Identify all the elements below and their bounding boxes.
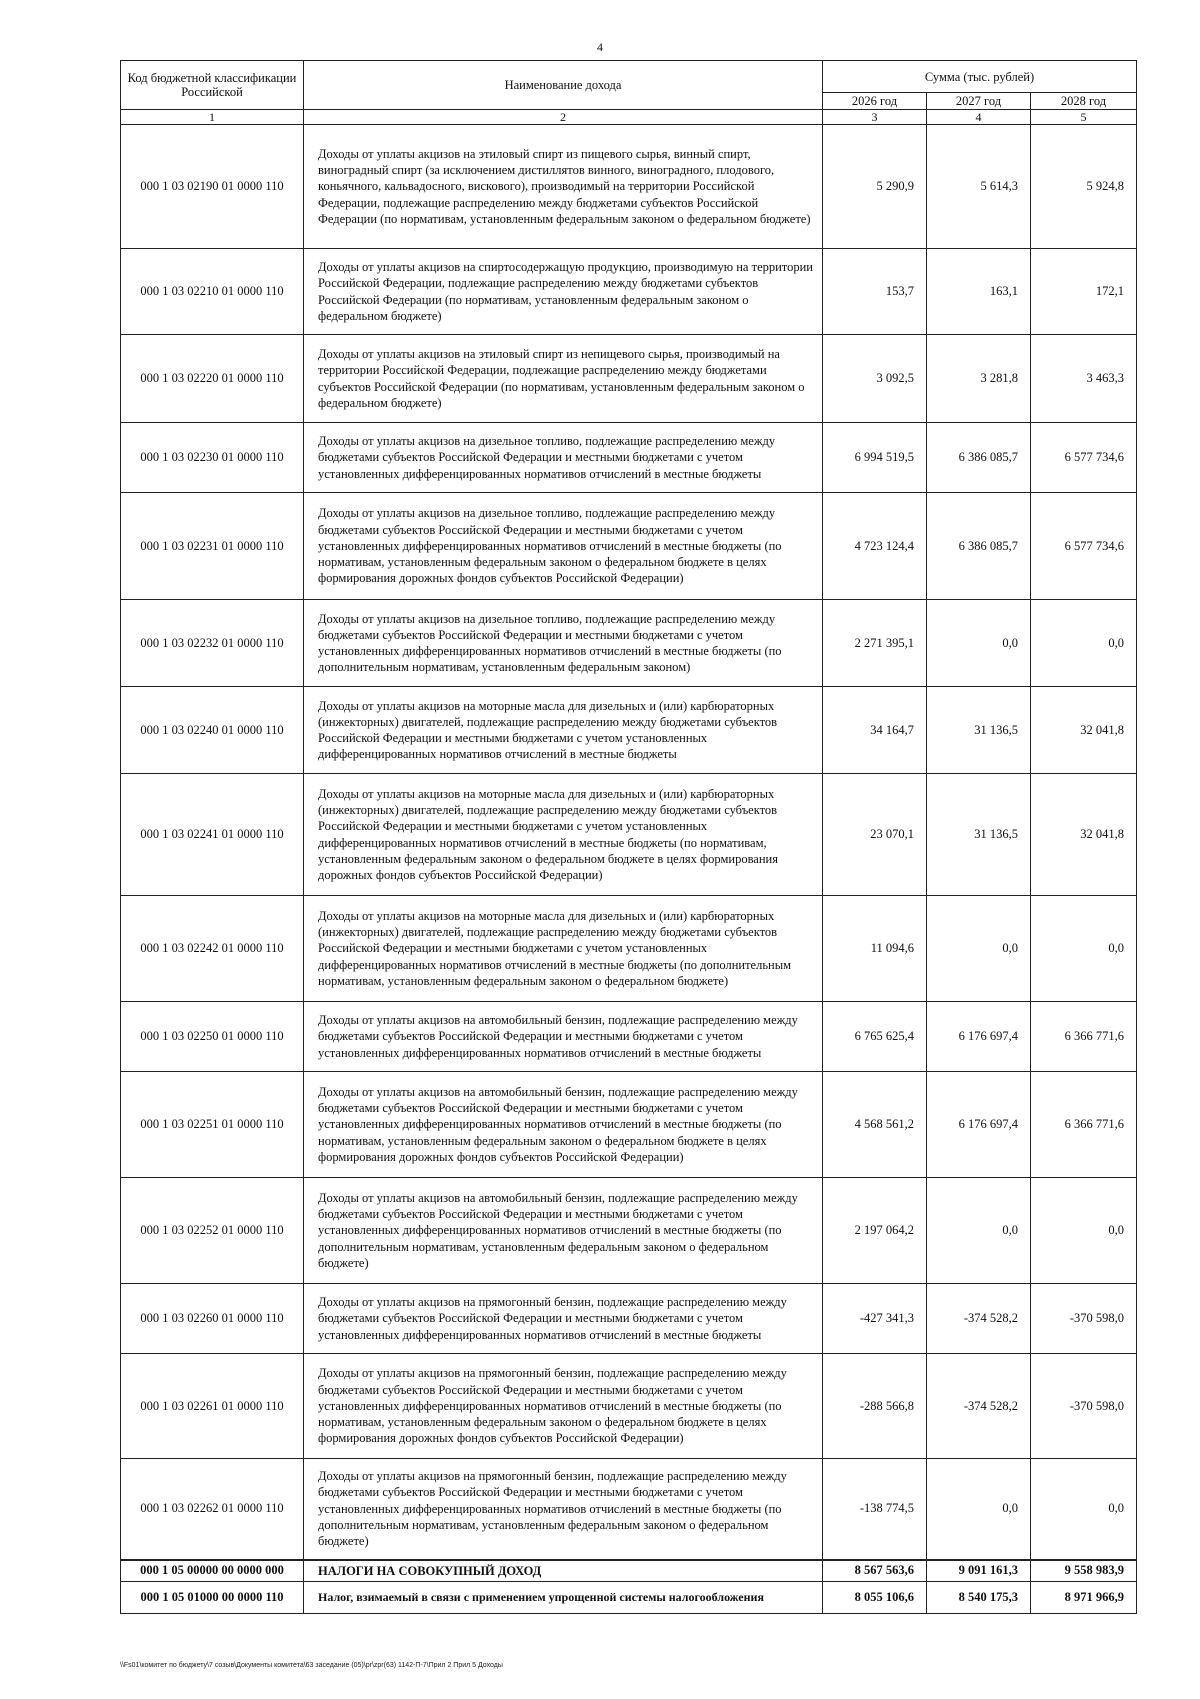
row-value-2027: 6 176 697,4 bbox=[927, 1072, 1031, 1178]
row-value-2027: 6 386 085,7 bbox=[927, 493, 1031, 600]
row-code: 000 1 03 02260 01 0000 110 bbox=[121, 1284, 304, 1354]
row-value-2028: 6 577 734,6 bbox=[1031, 423, 1137, 493]
row-value-2026: 23 070,1 bbox=[823, 774, 927, 896]
row-value-2027: 3 281,8 bbox=[927, 335, 1031, 423]
table-row bbox=[121, 493, 1137, 600]
row-code: 000 1 03 02220 01 0000 110 bbox=[121, 335, 304, 423]
row-value-2027: 163,1 bbox=[927, 249, 1031, 335]
row-code: 000 1 03 02190 01 0000 110 bbox=[121, 125, 304, 249]
row-value-2028: 6 366 771,6 bbox=[1031, 1072, 1137, 1178]
row-value-2027: 8 540 175,3 bbox=[927, 1581, 1031, 1613]
header-num-3: 3 bbox=[823, 110, 927, 125]
row-value-2027: 0,0 bbox=[927, 1459, 1031, 1560]
row-value-2027: 0,0 bbox=[927, 896, 1031, 1002]
row-value-2026: -288 566,8 bbox=[823, 1354, 927, 1459]
table-row bbox=[121, 1072, 1137, 1178]
table-row bbox=[121, 249, 1137, 335]
row-value-2027: -374 528,2 bbox=[927, 1354, 1031, 1459]
row-name: Доходы от уплаты акцизов на автомобильный бензин, подлежащие распределению между бюджетами субъектов Российской Федерации и местными бюджетами с учетом установленных дифференцированных нормативов отчислений в местные бюджеты (по дополнительным нормативам, установленным федеральным законом о федеральном бюджете) bbox=[304, 1178, 823, 1284]
row-name: Доходы от уплаты акцизов на спиртосодержащую продукцию, производимую на территории Российской Федерации, подлежащие распределению между бюджетами субъектов Российской Федерации (по нормативам, установленным федеральным законом о федеральном бюджете) bbox=[304, 249, 823, 335]
row-code: 000 1 03 02231 01 0000 110 bbox=[121, 493, 304, 600]
table-row bbox=[121, 774, 1137, 896]
table-row bbox=[121, 423, 1137, 493]
row-code: 000 1 03 02240 01 0000 110 bbox=[121, 687, 304, 774]
row-value-2027: 6 176 697,4 bbox=[927, 1002, 1031, 1072]
row-code: 000 1 03 02252 01 0000 110 bbox=[121, 1178, 304, 1284]
row-value-2028: 32 041,8 bbox=[1031, 774, 1137, 896]
row-value-2028: 172,1 bbox=[1031, 249, 1137, 335]
row-name: Доходы от уплаты акцизов на автомобильный бензин, подлежащие распределению между бюджетами субъектов Российской Федерации и местными бюджетами с учетом установленных дифференцированных нормативов отчислений в местные бюджеты bbox=[304, 1002, 823, 1072]
row-name: Доходы от уплаты акцизов на дизельное топливо, подлежащие распределению между бюджетами субъектов Российской Федерации и местными бюджетами с учетом установленных дифференцированных нормативов отчислений в местные бюджеты (по нормативам, установленным федеральным законом о федеральном бюджете в целях формирования дорожных фондов субъектов Российской Федерации) bbox=[304, 493, 823, 600]
row-value-2026: 4 568 561,2 bbox=[823, 1072, 927, 1178]
row-value-2026: 6 994 519,5 bbox=[823, 423, 927, 493]
row-value-2028: 5 924,8 bbox=[1031, 125, 1137, 249]
header-year-2026: 2026 год bbox=[823, 93, 927, 110]
row-name: Доходы от уплаты акцизов на прямогонный бензин, подлежащие распределению между бюджетами субъектов Российской Федерации и местными бюджетами с учетом установленных дифференцированных нормативов отчислений в местные бюджеты bbox=[304, 1284, 823, 1354]
table-row bbox=[121, 687, 1137, 774]
table-row bbox=[121, 1178, 1137, 1284]
row-code: 000 1 03 02261 01 0000 110 bbox=[121, 1354, 304, 1459]
row-name: Доходы от уплаты акцизов на автомобильный бензин, подлежащие распределению между бюджетами субъектов Российской Федерации и местными бюджетами с учетом установленных дифференцированных нормативов отчислений в местные бюджеты (по нормативам, установленным федеральным законом о федеральном бюджете в целях формирования дорожных фондов субъектов Российской Федерации) bbox=[304, 1072, 823, 1178]
row-code: 000 1 03 02250 01 0000 110 bbox=[121, 1002, 304, 1072]
row-value-2026: -138 774,5 bbox=[823, 1459, 927, 1560]
header-num-4: 4 bbox=[927, 110, 1031, 125]
row-value-2026: 2 197 064,2 bbox=[823, 1178, 927, 1284]
row-name: Доходы от уплаты акцизов на дизельное топливо, подлежащие распределению между бюджетами субъектов Российской Федерации и местными бюджетами с учетом установленных дифференцированных нормативов отчислений в местные бюджеты (по дополнительным нормативам, установленным федеральным законом) bbox=[304, 600, 823, 687]
row-value-2026: 3 092,5 bbox=[823, 335, 927, 423]
row-name: Доходы от уплаты акцизов на дизельное топливо, подлежащие распределению между бюджетами субъектов Российской Федерации и местными бюджетами с учетом установленных дифференцированных нормативов отчислений в местные бюджеты bbox=[304, 423, 823, 493]
row-name: НАЛОГИ НА СОВОКУПНЫЙ ДОХОД bbox=[304, 1560, 823, 1582]
row-code: 000 1 03 02242 01 0000 110 bbox=[121, 896, 304, 1002]
row-value-2028: -370 598,0 bbox=[1031, 1354, 1137, 1459]
row-value-2028: 0,0 bbox=[1031, 896, 1137, 1002]
row-name: Доходы от уплаты акцизов на моторные масла для дизельных и (или) карбюраторных (инжекторных) двигателей, подлежащие распределению между бюджетами субъектов Российской Федерации и местными бюджетами с учетом установленных дифференцированных нормативов отчислений в местные бюджеты (по дополнительным нормативам, установленным федеральным законом о федеральном бюджете) bbox=[304, 896, 823, 1002]
header-num-2: 2 bbox=[304, 110, 823, 125]
row-value-2028: 0,0 bbox=[1031, 1178, 1137, 1284]
row-code: 000 1 03 02230 01 0000 110 bbox=[121, 423, 304, 493]
row-value-2026: 6 765 625,4 bbox=[823, 1002, 927, 1072]
header-name: Наименование дохода bbox=[304, 61, 823, 110]
revenue-table bbox=[120, 60, 1137, 1614]
row-value-2027: 5 614,3 bbox=[927, 125, 1031, 249]
row-name: Доходы от уплаты акцизов на этиловый спирт из пищевого сырья, винный спирт, виноградный спирт (за исключением дистиллятов винного, виноградного, плодового, коньячного, кальвадосного, вискового), производимый на территории Российской Федерации, подлежащие распределению между бюджетами субъектов Российской Федерации (по нормативам, установленным федеральным законом о федеральном бюджете) bbox=[304, 125, 823, 249]
header-year-2028: 2028 год bbox=[1031, 93, 1137, 110]
row-code: 000 1 03 02251 01 0000 110 bbox=[121, 1072, 304, 1178]
row-value-2028: 32 041,8 bbox=[1031, 687, 1137, 774]
table-row bbox=[121, 600, 1137, 687]
row-name: Доходы от уплаты акцизов на прямогонный бензин, подлежащие распределению между бюджетами субъектов Российской Федерации и местными бюджетами с учетом установленных дифференцированных нормативов отчислений в местные бюджеты (по дополнительным нормативам, установленным федеральным законом о федеральном бюджете) bbox=[304, 1459, 823, 1560]
table-row bbox=[121, 1459, 1137, 1560]
row-name: Доходы от уплаты акцизов на моторные масла для дизельных и (или) карбюраторных (инжекторных) двигателей, подлежащие распределению между бюджетами субъектов Российской Федерации и местными бюджетами с учетом установленных дифференцированных нормативов отчислений в местные бюджеты (по нормативам, установленным федеральным законом о федеральном бюджете в целях формирования дорожных фондов субъектов Российской Федерации) bbox=[304, 774, 823, 896]
table-row bbox=[121, 1002, 1137, 1072]
table-row bbox=[121, 896, 1137, 1002]
row-value-2027: -374 528,2 bbox=[927, 1284, 1031, 1354]
row-name: Доходы от уплаты акцизов на моторные масла для дизельных и (или) карбюраторных (инжекторных) двигателей, подлежащие распределению между бюджетами субъектов Российской Федерации и местными бюджетами с учетом установленных дифференцированных нормативов отчислений в местные бюджеты bbox=[304, 687, 823, 774]
table-row bbox=[121, 335, 1137, 423]
row-value-2028: 0,0 bbox=[1031, 600, 1137, 687]
row-value-2027: 0,0 bbox=[927, 600, 1031, 687]
row-name: Доходы от уплаты акцизов на прямогонный бензин, подлежащие распределению между бюджетами субъектов Российской Федерации и местными бюджетами с учетом установленных дифференцированных нормативов отчислений в местные бюджеты (по нормативам, установленным федеральным законом о федеральном бюджете в целях формирования дорожных фондов субъектов Российской Федерации) bbox=[304, 1354, 823, 1459]
row-value-2027: 9 091 161,3 bbox=[927, 1560, 1031, 1582]
table-row bbox=[121, 125, 1137, 249]
summary-row-usn bbox=[121, 1581, 1137, 1613]
header-num-5: 5 bbox=[1031, 110, 1137, 125]
row-value-2028: 8 971 966,9 bbox=[1031, 1581, 1137, 1613]
row-value-2026: 153,7 bbox=[823, 249, 927, 335]
row-value-2026: 34 164,7 bbox=[823, 687, 927, 774]
table-row bbox=[121, 1284, 1137, 1354]
row-name: Доходы от уплаты акцизов на этиловый спирт из непищевого сырья, производимый на территории Российской Федерации, подлежащие распределению между бюджетами субъектов Российской Федерации (по нормативам, установленным федеральным законом о федеральном бюджете) bbox=[304, 335, 823, 423]
row-value-2026: 2 271 395,1 bbox=[823, 600, 927, 687]
row-value-2026: 5 290,9 bbox=[823, 125, 927, 249]
row-code: 000 1 05 01000 00 0000 110 bbox=[121, 1581, 304, 1613]
row-value-2026: 8 055 106,6 bbox=[823, 1581, 927, 1613]
header-sum-group: Сумма (тыс. рублей) bbox=[823, 61, 1137, 93]
row-value-2027: 31 136,5 bbox=[927, 687, 1031, 774]
row-value-2026: -427 341,3 bbox=[823, 1284, 927, 1354]
table-row bbox=[121, 1354, 1137, 1459]
row-code: 000 1 05 00000 00 0000 000 bbox=[121, 1560, 304, 1582]
header-num-1: 1 bbox=[121, 110, 304, 125]
row-code: 000 1 03 02241 01 0000 110 bbox=[121, 774, 304, 896]
row-value-2026: 4 723 124,4 bbox=[823, 493, 927, 600]
row-value-2028: -370 598,0 bbox=[1031, 1284, 1137, 1354]
summary-row-total bbox=[121, 1560, 1137, 1582]
row-value-2027: 0,0 bbox=[927, 1178, 1031, 1284]
row-value-2026: 11 094,6 bbox=[823, 896, 927, 1002]
row-value-2026: 8 567 563,6 bbox=[823, 1560, 927, 1582]
row-value-2028: 3 463,3 bbox=[1031, 335, 1137, 423]
row-code: 000 1 03 02262 01 0000 110 bbox=[121, 1459, 304, 1560]
row-value-2028: 9 558 983,9 bbox=[1031, 1560, 1137, 1582]
footer-file-path: \\Fs01\комитет по бюджету\7 созыв\Документы комитета\63 заседание (05)\pr\zpr(63) 1142-П-7\Прил 2 Прил 5 Доходы bbox=[120, 1662, 503, 1669]
row-value-2028: 0,0 bbox=[1031, 1459, 1137, 1560]
row-code: 000 1 03 02210 01 0000 110 bbox=[121, 249, 304, 335]
row-value-2027: 6 386 085,7 bbox=[927, 423, 1031, 493]
page-number: 4 bbox=[597, 40, 603, 54]
row-value-2028: 6 366 771,6 bbox=[1031, 1002, 1137, 1072]
row-value-2027: 31 136,5 bbox=[927, 774, 1031, 896]
row-code: 000 1 03 02232 01 0000 110 bbox=[121, 600, 304, 687]
row-name: Налог, взимаемый в связи с применением упрощенной системы налогообложения bbox=[304, 1581, 823, 1613]
header-code: Код бюджетной классификации Российской bbox=[121, 61, 304, 110]
header-year-2027: 2027 год bbox=[927, 93, 1031, 110]
row-value-2028: 6 577 734,6 bbox=[1031, 493, 1137, 600]
